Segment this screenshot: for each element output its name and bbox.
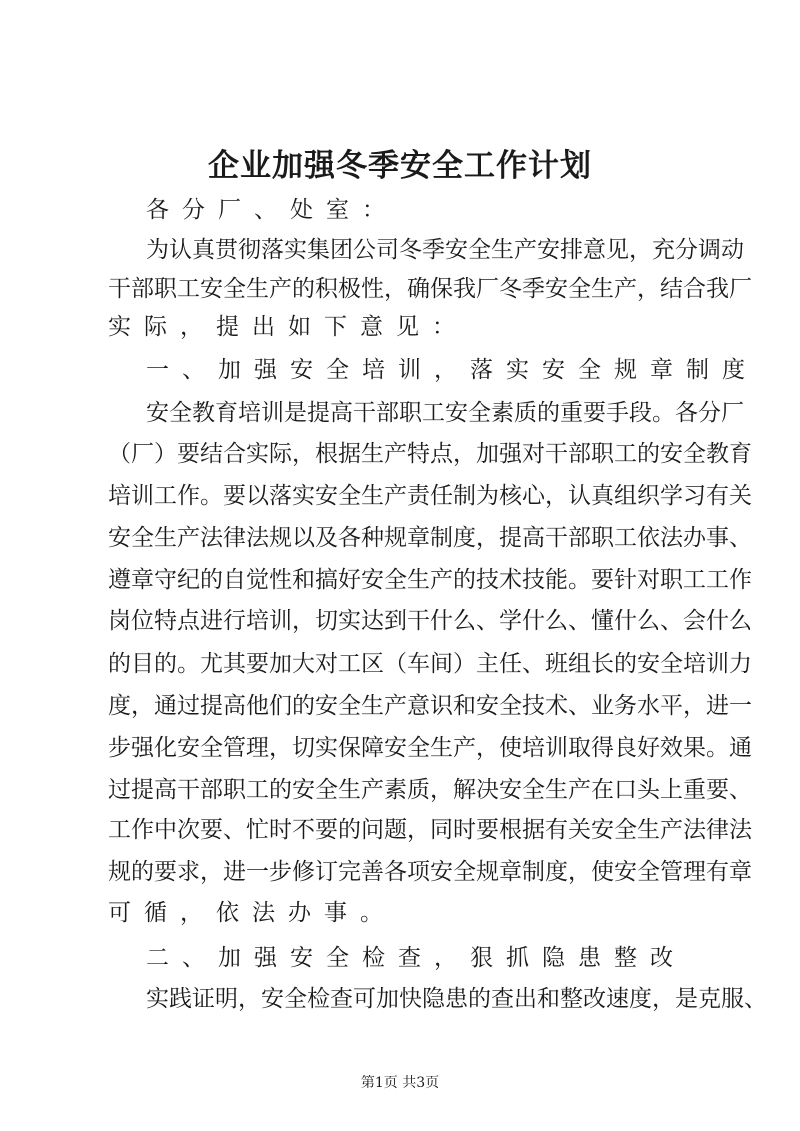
paragraph-line: 培训工作。要以落实安全生产责任制为核心，认真组织学习有关 xyxy=(108,483,752,509)
paragraph-line: 工作中次要、忙时不要的问题，同时要根据有关安全生产法律法 xyxy=(108,817,752,843)
paragraph-line: 步强化安全管理，切实保障安全生产，使培训取得良好效果。通 xyxy=(108,735,752,761)
paragraph-line: 一、加强安全培训，落实安全规章制度 xyxy=(146,357,758,383)
paragraph-line: 为认真贯彻落实集团公司冬季安全生产安排意见，充分调动 xyxy=(146,237,744,263)
paragraph-line: 可循，依法办事。 xyxy=(108,900,396,926)
page-footer: 第1页 共3页 xyxy=(360,1075,440,1091)
paragraph-line: 安全生产法律法规以及各种规章制度，提高干部职工依法办事、 xyxy=(108,525,752,551)
paragraph-line: （厂）要结合实际，根据生产特点，加强对干部职工的安全教育 xyxy=(108,441,752,467)
paragraph-line: 度，通过提高他们的安全生产意识和安全技术、业务水平，进一 xyxy=(108,693,752,719)
paragraph-line: 规的要求，进一步修订完善各项安全规章制度，使安全管理有章 xyxy=(108,859,752,885)
paragraph-line: 二、加强安全检查，狠抓隐患整改 xyxy=(146,945,686,971)
paragraph-line: 干部职工安全生产的积极性，确保我厂冬季安全生产，结合我厂 xyxy=(108,276,752,302)
paragraph-line: 遵章守纪的自觉性和搞好安全生产的技术技能。要针对职工工作 xyxy=(108,567,752,593)
paragraph-line: 安全教育培训是提高干部职工安全素质的重要手段。各分厂 xyxy=(146,400,744,426)
paragraph-line: 实际，提出如下意见： xyxy=(108,314,468,340)
paragraph-line: 过提高干部职工的安全生产素质，解决安全生产在口头上重要、 xyxy=(108,777,752,803)
document-title: 企业加强冬季安全工作计划 xyxy=(208,148,592,184)
paragraph-line: 实践证明，安全检查可加快隐患的查出和整改速度，是克服、 xyxy=(146,986,767,1012)
paragraph-line: 岗位特点进行培训，切实达到干什么、学什么、懂什么、会什么 xyxy=(108,608,752,634)
paragraph-line: 的目的。尤其要加大对工区（车间）主任、班组长的安全培训力 xyxy=(108,651,752,677)
paragraph-line: 各分厂、处室： xyxy=(146,197,398,223)
